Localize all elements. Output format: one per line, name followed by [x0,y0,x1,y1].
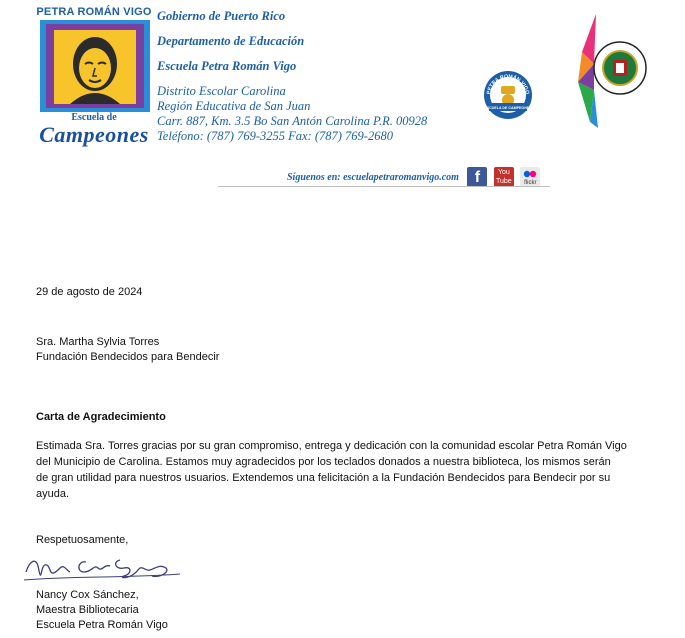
signature-icon [20,550,185,588]
body-line: de gran utilidad para nuestros usuarios. Extendemos una felicitación a la Fundación Bendecidos para Bendecir por su [36,472,611,484]
school-logo [32,2,156,152]
signer-title: Maestra Bibliotecaria [36,604,139,616]
body-line: ayuda. [36,488,70,500]
header-phone: Teléfono: (787) 769-3255 Fax: (787) 769-2680 [157,129,393,143]
body-line: Estimada Sra. Torres gracias por su gran compromiso, entrega y dedicación con la comunidad escolar Petra Román Vigo [36,440,627,452]
flickr-label: flickr [524,180,537,186]
youtube-icon[interactable] [494,167,514,187]
letter-date: 29 de agosto de 2024 [36,286,143,298]
logo-main-text: Campeones [39,122,149,147]
flickr-dots-icon [520,169,540,179]
youtube-top-label: You [497,169,510,176]
badge-bottom-text: ESCUELA DE CAMPEONES [484,106,532,110]
header-school: Escuela Petra Román Vigo [157,59,297,73]
champions-badge-icon [483,70,533,120]
header-divider [218,186,550,187]
logo-portrait-icon [40,20,150,116]
youtube-bottom-label: Tube [496,178,512,185]
logo-subtitle: Escuela de [71,112,117,123]
badge-top-text: PETRA ROMÁN VIGO [486,73,530,95]
header-region: Región Educativa de San Juan [157,99,311,113]
social-text: Síguenos en: escuelapetraromanvigo.com [287,171,459,183]
header-district: Distrito Escolar Carolina [157,84,286,98]
recipient-name: Sra. Martha Sylvia Torres [36,336,160,348]
recipient-organization: Fundación Bendecidos para Bendecir [36,351,220,363]
flickr-icon[interactable] [520,167,540,187]
letter-closing: Respetuosamente, [36,534,129,546]
department-seal-icon [568,12,650,130]
facebook-icon[interactable]: f [467,167,487,187]
social-links [287,167,540,187]
logo-title: PETRA ROMÁN VIGO [36,6,152,18]
letter-subject: Carta de Agradecimiento [36,411,166,423]
header-government: Gobierno de Puerto Rico [157,9,286,23]
signer-school: Escuela Petra Román Vigo [36,619,168,631]
header-address: Carr. 887, Km. 3.5 Bo San Antón Carolina P.R. 00928 [157,114,428,128]
signer-name: Nancy Cox Sánchez, [36,589,139,601]
body-line: del Municipio de Carolina. Estamos muy agradecidos por los teclados donados a nuestra biblioteca, los mismos serán [36,456,611,468]
header-department: Departamento de Educación [157,34,305,48]
